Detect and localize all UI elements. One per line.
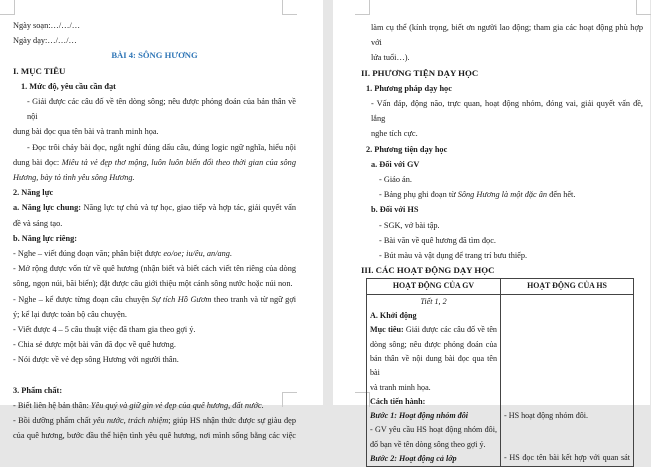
paragraph-line: sông, ngọn núi, bãi biển); đặt được câu giới thiệu một cảnh sông nước hoặc núi non. (13, 279, 293, 289)
column-header-student: HOẠT ĐỘNG CỦA HS (501, 279, 634, 294)
paragraph-line: - Giải được các câu đố về tên dòng sông; nêu được phỏng đoán của bản thân về nội (27, 97, 296, 122)
subheading-teacher: a. Đối với GV (371, 159, 420, 169)
spacer (504, 423, 630, 451)
list-item (371, 187, 643, 202)
italic-text: eo/oe; iu/êu, an/ang. (163, 249, 233, 259)
paragraph-line: đố bạn về tên dòng sông theo gợi ý. (370, 439, 486, 449)
column-header-teacher: HOẠT ĐỘNG CỦA GV (367, 279, 501, 294)
italic-text: Sông Hương là một đặc ân (457, 190, 548, 200)
paragraph-line: - Đọc trôi chảy bài đọc, ngắt nghỉ đúng dấu câu, đúng logic ngữ nghĩa, hiểu nội (27, 142, 296, 152)
paragraph-line: nghe tích cực. (371, 129, 418, 139)
list-item: - Bài văn về quê hương đã tìm đọc. (379, 235, 496, 245)
italic-text: Sự tích Hồ Gươm (151, 294, 212, 304)
document-page-right (333, 0, 650, 464)
paragraph-line: dung bài đọc qua tên bài và tranh minh họa. (13, 127, 159, 137)
warmup-heading: A. Khởi động (370, 311, 417, 321)
italic-text: Hương, bày tỏ tình yêu sông Hương. (13, 173, 135, 183)
paragraph-line: - GV yêu cầu HS hoạt động nhóm đôi, (370, 425, 497, 435)
student-cell (501, 294, 634, 467)
spacer (504, 295, 630, 409)
page-body[interactable] (13, 18, 296, 443)
subheading-student: b. Đối với HS (371, 205, 419, 215)
date-prepared: Ngày soạn:…/…/… (13, 21, 81, 30)
text: Giải được các câu đố về tên (403, 325, 497, 335)
text: - Biết liên hệ bản thân: (13, 400, 91, 410)
section-heading-activities: III. CÁC HOẠT ĐỘNG DẠY HỌC (361, 265, 495, 276)
list-item: - Bút màu và vật dụng để trang trí bưu thiếp. (379, 251, 528, 261)
paragraph-line: bản thân về nội dung bài đọc qua tên bài (370, 353, 497, 378)
subheading-competence: 2. Năng lực (13, 188, 54, 198)
paragraph-line (13, 292, 296, 307)
step-label: Bước 2: Hoạt động cả lớp (370, 454, 457, 464)
paragraph-line: lứa tuổi…). (371, 53, 410, 63)
paragraph-line: - HS đọc tên bài kết hợp với quan sát (504, 453, 630, 463)
lesson-title: BÀI 4: SÔNG HƯƠNG (111, 50, 198, 61)
subheading-requirements: 1. Mức độ, yêu cầu cần đạt (21, 81, 116, 91)
step-label: Bước 1: Hoạt động nhóm đôi (370, 411, 469, 421)
paragraph-line: - Mở rộng được vốn từ về quê hương (nhận biết và biết cách viết tên riêng của dòng (13, 264, 296, 274)
section-heading-means: II. PHƯƠNG TIỆN DẠY HỌC (361, 67, 479, 78)
period-label: Tiết 1, 2 (420, 296, 447, 306)
table-row (367, 294, 634, 467)
crop-mark (282, 0, 297, 15)
paragraph-line: - Vấn đáp, động não, trực quan, hoạt động nhóm, đóng vai, giải quyết vấn đề, lắng (371, 99, 643, 124)
text: - Bảng phụ ghi đoạn từ (379, 190, 458, 200)
text: đến hết. (547, 190, 576, 200)
subheading-qualities: 3. Phẩm chất: (13, 385, 63, 395)
label: Mục tiêu: (370, 325, 404, 335)
paragraph-line: - Chia sẻ được một bài văn đã đọc về quê hương. (13, 340, 176, 350)
subheading-materials: 2. Phương tiện dạy học (366, 144, 448, 154)
italic-text: Miêu tả vẻ đẹp thơ mộng, luôn luôn biến đổi theo thời gian của sông (61, 157, 296, 167)
paragraph-line: đề và sáng tạo. (13, 218, 63, 228)
paragraph-line: của quê hương, bước đầu thể hiện tình yêu quê hương, nơi mình sống bằng các việc (13, 431, 296, 441)
spacer (13, 368, 296, 383)
text: - Nghe – viết đúng đoạn văn; phân biệt được (13, 249, 164, 259)
crop-mark (636, 0, 651, 15)
label: b. Năng lực riêng: (13, 233, 77, 243)
paragraph-line (13, 246, 296, 261)
paragraph-line (13, 413, 296, 428)
text: Năng lực tự chủ và tự học, giao tiếp và hợp tác, giải quyết vấn (80, 203, 296, 213)
text: - Bồi dưỡng phẩm chất (13, 416, 94, 426)
paragraph-line (13, 200, 296, 215)
table-header-row (367, 279, 634, 294)
list-item: - SGK, vở bài tập. (379, 220, 440, 230)
paragraph-line: ý; kể lại được toàn bộ câu chuyện. (13, 309, 127, 319)
paragraph-line: - Viết được 4 – 5 câu thuật việc đã tham gia theo gợi ý. (13, 325, 196, 335)
paragraph-line: dòng sông; nêu được phỏng đoán của (370, 339, 497, 349)
teacher-cell (367, 294, 501, 467)
subheading-methods: 1. Phương pháp dạy học (366, 83, 452, 93)
paragraph-line (13, 155, 296, 170)
italic-text: yêu nước, trách nhiệm (93, 416, 169, 426)
paragraph-line: làm cụ thể (kính trọng, biết ơn người lao động; tham gia các hoạt động phù hợp với (371, 23, 643, 48)
section-heading-objectives: I. MỤC TIÊU (13, 65, 66, 76)
label: a. Năng lực chung: (13, 203, 81, 213)
text: - Nghe – kể được từng đoạn câu chuyện (13, 294, 152, 304)
activities-table (366, 278, 634, 467)
text: ; giúp HS nhận thức được sự giàu đẹp (168, 416, 296, 426)
paragraph-line (13, 398, 296, 413)
paragraph-line (370, 323, 497, 337)
procedure-label: Cách tiến hành: (370, 396, 426, 406)
date-taught: Ngày dạy:…/…/… (13, 36, 77, 46)
document-page-left (0, 0, 323, 441)
list-item: - Giáo án. (379, 175, 412, 185)
crop-mark (355, 0, 370, 15)
crop-mark (0, 0, 15, 15)
paragraph-line: và tranh minh họa. (370, 382, 431, 392)
paragraph-line: - HS hoạt động nhóm đôi. (504, 410, 589, 420)
paragraph-line: - Nói được về vẻ đẹp sông Hương với người thân. (13, 355, 179, 365)
italic-text: Yêu quý và giữ gìn vẻ đẹp của quê hương, đất nước. (90, 400, 264, 410)
text: dung bài đọc: (13, 157, 62, 167)
text: theo tranh và từ ngữ gợi (211, 294, 297, 304)
page-body[interactable] (361, 20, 643, 467)
